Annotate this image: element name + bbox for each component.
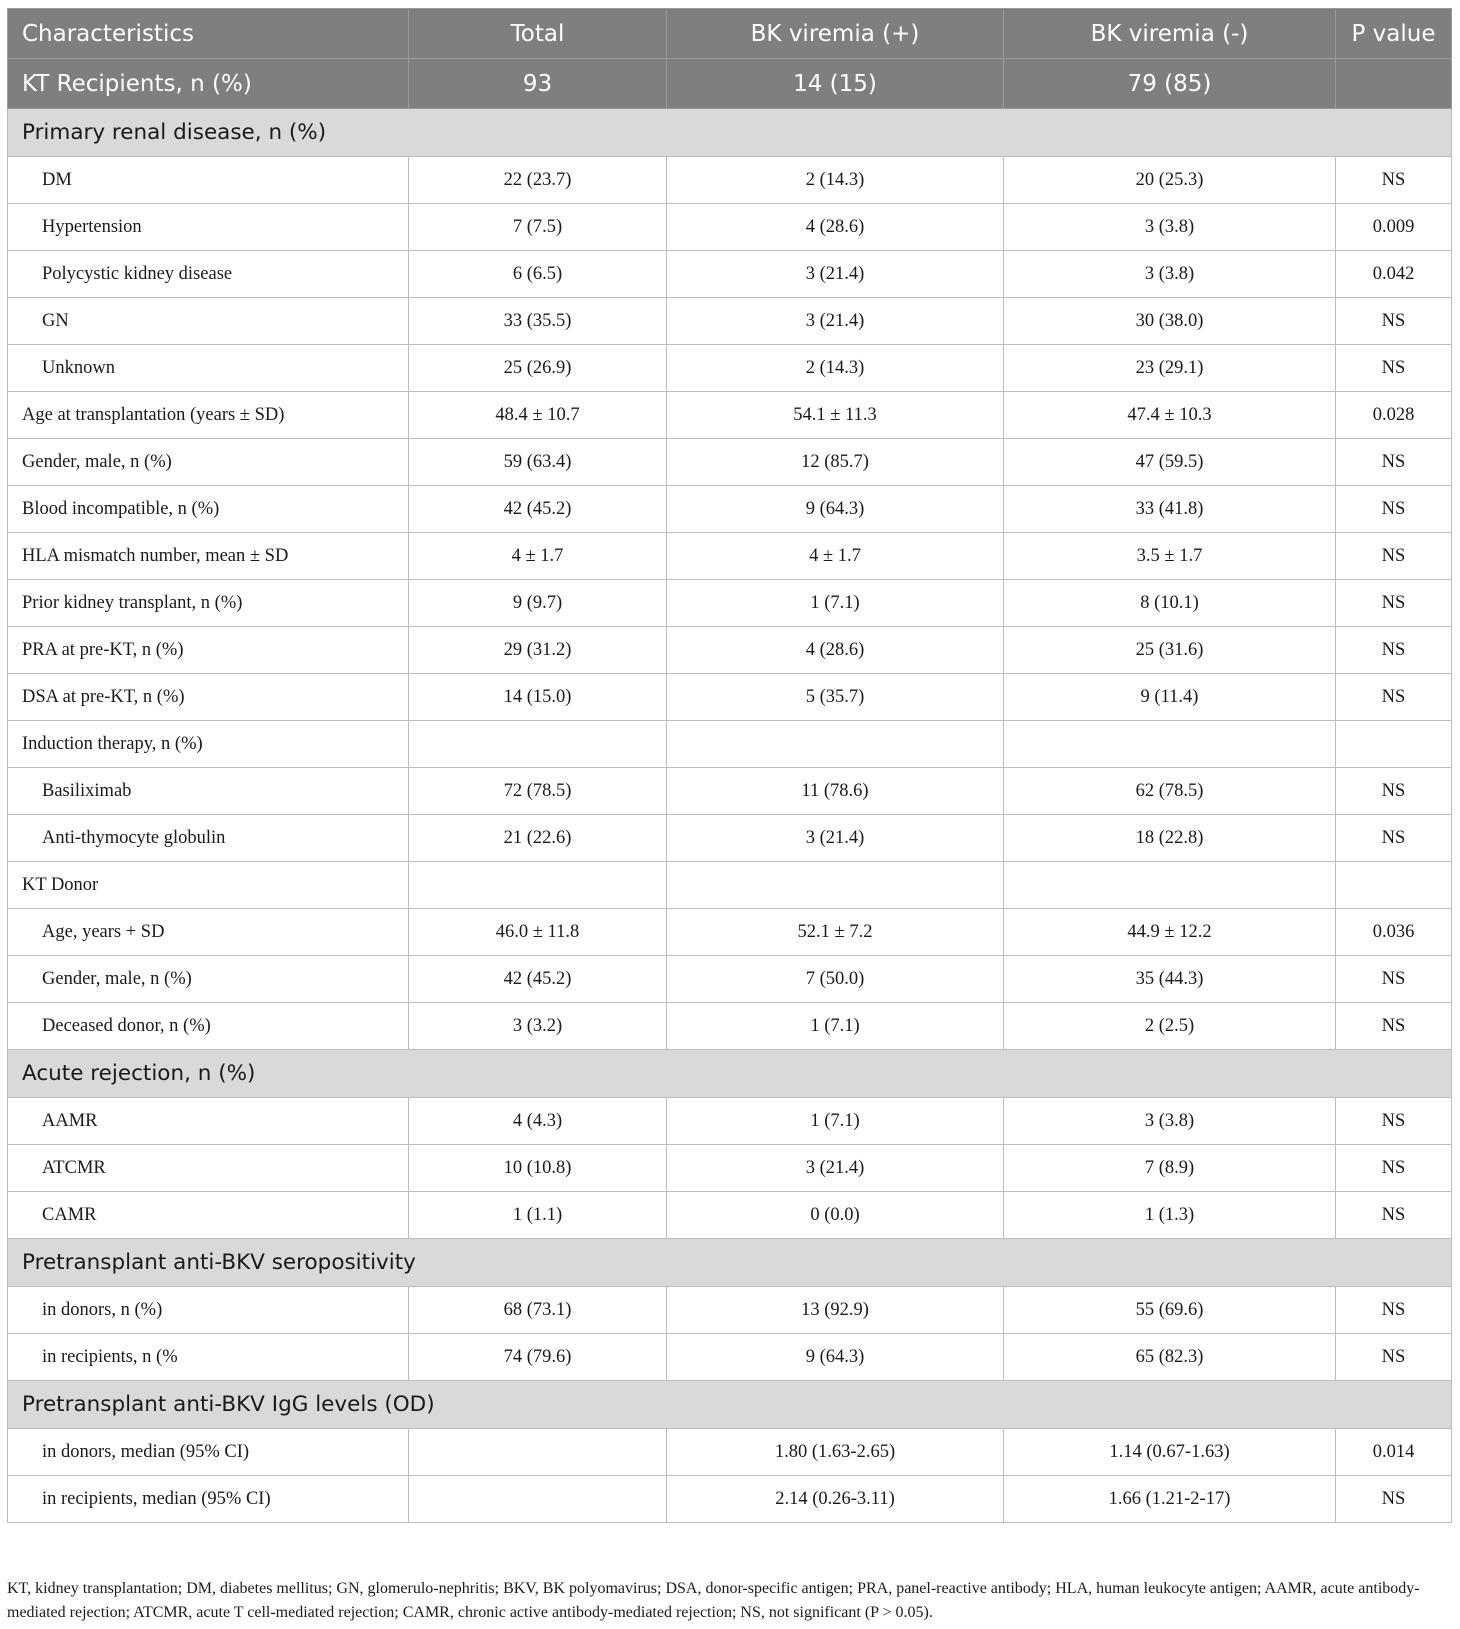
cell-p-value: NS: [1336, 1476, 1452, 1523]
table-container: [7, 8, 1451, 1523]
cell-bk-negative: 9 (11.4): [1004, 674, 1336, 721]
recipients-p-value: [1336, 59, 1452, 109]
cell-total: 14 (15.0): [409, 674, 667, 721]
cell-p-value: NS: [1336, 1098, 1452, 1145]
cell-bk-negative: 3.5 ± 1.7: [1004, 533, 1336, 580]
cell-bk-positive: [667, 721, 1004, 768]
row-label: DM: [8, 157, 409, 204]
cell-bk-negative: [1004, 862, 1336, 909]
row-label: Gender, male, n (%): [8, 956, 409, 1003]
table-row: [8, 1003, 1452, 1050]
cell-bk-positive: 13 (92.9): [667, 1287, 1004, 1334]
cell-bk-positive: 2 (14.3): [667, 345, 1004, 392]
table-header: [8, 9, 1452, 109]
cell-total: 4 ± 1.7: [409, 533, 667, 580]
table-row: [8, 345, 1452, 392]
recipients-bk-positive: 14 (15): [667, 59, 1004, 109]
section-heading: Pretransplant anti-BKV seropositivity: [8, 1239, 1452, 1287]
row-label: GN: [8, 298, 409, 345]
cell-total: 7 (7.5): [409, 204, 667, 251]
row-label: Hypertension: [8, 204, 409, 251]
cell-total: 3 (3.2): [409, 1003, 667, 1050]
header-row: [8, 9, 1452, 59]
cell-bk-positive: 4 ± 1.7: [667, 533, 1004, 580]
cell-p-value: NS: [1336, 1192, 1452, 1239]
recipients-bk-negative: 79 (85): [1004, 59, 1336, 109]
table-row: [8, 1476, 1452, 1523]
cell-p-value: NS: [1336, 439, 1452, 486]
row-label: Prior kidney transplant, n (%): [8, 580, 409, 627]
cell-total: 29 (31.2): [409, 627, 667, 674]
cell-bk-positive: 4 (28.6): [667, 627, 1004, 674]
cell-bk-negative: 47.4 ± 10.3: [1004, 392, 1336, 439]
cell-bk-negative: 23 (29.1): [1004, 345, 1336, 392]
cell-total: 42 (45.2): [409, 956, 667, 1003]
cell-total: 4 (4.3): [409, 1098, 667, 1145]
cell-total: 21 (22.6): [409, 815, 667, 862]
row-label: Age, years + SD: [8, 909, 409, 956]
cell-bk-positive: 4 (28.6): [667, 204, 1004, 251]
cell-bk-positive: 1.80 (1.63-2.65): [667, 1429, 1004, 1476]
table-row: [8, 251, 1452, 298]
cell-total: 59 (63.4): [409, 439, 667, 486]
cell-bk-positive: 54.1 ± 11.3: [667, 392, 1004, 439]
characteristics-table: [7, 8, 1452, 1523]
table-row: [8, 721, 1452, 768]
recipients-total: 93: [409, 59, 667, 109]
header-total: Total: [409, 9, 667, 59]
cell-p-value: NS: [1336, 1334, 1452, 1381]
cell-bk-negative: 1 (1.3): [1004, 1192, 1336, 1239]
cell-total: 42 (45.2): [409, 486, 667, 533]
cell-bk-negative: 1.14 (0.67-1.63): [1004, 1429, 1336, 1476]
cell-bk-positive: 3 (21.4): [667, 298, 1004, 345]
row-label: HLA mismatch number, mean ± SD: [8, 533, 409, 580]
cell-bk-negative: 3 (3.8): [1004, 204, 1336, 251]
section-heading: Pretransplant anti-BKV IgG levels (OD): [8, 1381, 1452, 1429]
cell-total: 10 (10.8): [409, 1145, 667, 1192]
cell-bk-negative: 2 (2.5): [1004, 1003, 1336, 1050]
cell-bk-negative: 33 (41.8): [1004, 486, 1336, 533]
cell-bk-positive: 9 (64.3): [667, 486, 1004, 533]
table-row: [8, 1334, 1452, 1381]
cell-bk-negative: 55 (69.6): [1004, 1287, 1336, 1334]
row-label: KT Donor: [8, 862, 409, 909]
row-label: Age at transplantation (years ± SD): [8, 392, 409, 439]
recipients-row: [8, 59, 1452, 109]
cell-p-value: NS: [1336, 815, 1452, 862]
cell-bk-positive: [667, 862, 1004, 909]
cell-bk-negative: 65 (82.3): [1004, 1334, 1336, 1381]
cell-p-value: NS: [1336, 674, 1452, 721]
row-label: AAMR: [8, 1098, 409, 1145]
table-row: [8, 815, 1452, 862]
cell-bk-negative: 62 (78.5): [1004, 768, 1336, 815]
cell-p-value: NS: [1336, 157, 1452, 204]
cell-bk-negative: 1.66 (1.21-2-17): [1004, 1476, 1336, 1523]
cell-p-value: NS: [1336, 345, 1452, 392]
row-label: Unknown: [8, 345, 409, 392]
table-row: [8, 298, 1452, 345]
cell-bk-positive: 1 (7.1): [667, 1003, 1004, 1050]
cell-p-value: NS: [1336, 768, 1452, 815]
cell-total: 33 (35.5): [409, 298, 667, 345]
section-row: [8, 109, 1452, 157]
row-label: Deceased donor, n (%): [8, 1003, 409, 1050]
cell-total: [409, 1476, 667, 1523]
section-row: [8, 1381, 1452, 1429]
row-label: Basiliximab: [8, 768, 409, 815]
cell-p-value: 0.014: [1336, 1429, 1452, 1476]
table-row: [8, 909, 1452, 956]
cell-bk-positive: 5 (35.7): [667, 674, 1004, 721]
row-label: in donors, median (95% CI): [8, 1429, 409, 1476]
row-label: in donors, n (%): [8, 1287, 409, 1334]
cell-bk-negative: 20 (25.3): [1004, 157, 1336, 204]
cell-bk-positive: 7 (50.0): [667, 956, 1004, 1003]
table-row: [8, 1145, 1452, 1192]
table-row: [8, 533, 1452, 580]
row-label: Blood incompatible, n (%): [8, 486, 409, 533]
cell-bk-negative: 7 (8.9): [1004, 1145, 1336, 1192]
section-row: [8, 1239, 1452, 1287]
cell-bk-negative: 30 (38.0): [1004, 298, 1336, 345]
cell-total: [409, 721, 667, 768]
table-row: [8, 1192, 1452, 1239]
cell-total: 22 (23.7): [409, 157, 667, 204]
cell-bk-positive: 52.1 ± 7.2: [667, 909, 1004, 956]
cell-bk-negative: 18 (22.8): [1004, 815, 1336, 862]
cell-total: 48.4 ± 10.7: [409, 392, 667, 439]
cell-bk-positive: 2 (14.3): [667, 157, 1004, 204]
row-label: Anti-thymocyte globulin: [8, 815, 409, 862]
table-row: [8, 1287, 1452, 1334]
cell-bk-positive: 3 (21.4): [667, 1145, 1004, 1192]
section-heading: Acute rejection, n (%): [8, 1050, 1452, 1098]
table-row: [8, 580, 1452, 627]
cell-bk-positive: 0 (0.0): [667, 1192, 1004, 1239]
cell-bk-negative: 3 (3.8): [1004, 251, 1336, 298]
cell-p-value: 0.009: [1336, 204, 1452, 251]
header-bk-viremia-negative: BK viremia (-): [1004, 9, 1336, 59]
table-row: [8, 439, 1452, 486]
cell-total: 72 (78.5): [409, 768, 667, 815]
section-row: [8, 1050, 1452, 1098]
cell-total: 68 (73.1): [409, 1287, 667, 1334]
cell-bk-positive: 9 (64.3): [667, 1334, 1004, 1381]
cell-bk-negative: 25 (31.6): [1004, 627, 1336, 674]
table-row: [8, 768, 1452, 815]
cell-bk-negative: 8 (10.1): [1004, 580, 1336, 627]
cell-bk-positive: 2.14 (0.26-3.11): [667, 1476, 1004, 1523]
cell-bk-negative: 35 (44.3): [1004, 956, 1336, 1003]
cell-p-value: NS: [1336, 1287, 1452, 1334]
cell-total: 6 (6.5): [409, 251, 667, 298]
cell-p-value: [1336, 862, 1452, 909]
table-row: [8, 1098, 1452, 1145]
cell-bk-positive: 1 (7.1): [667, 1098, 1004, 1145]
table-body: [8, 109, 1452, 1523]
table-row: [8, 204, 1452, 251]
cell-p-value: NS: [1336, 956, 1452, 1003]
cell-bk-positive: 3 (21.4): [667, 251, 1004, 298]
cell-p-value: NS: [1336, 1003, 1452, 1050]
cell-p-value: NS: [1336, 1145, 1452, 1192]
cell-total: 46.0 ± 11.8: [409, 909, 667, 956]
cell-p-value: NS: [1336, 627, 1452, 674]
row-label: in recipients, n (%: [8, 1334, 409, 1381]
cell-total: 25 (26.9): [409, 345, 667, 392]
table-row: [8, 674, 1452, 721]
cell-p-value: 0.042: [1336, 251, 1452, 298]
cell-bk-positive: 12 (85.7): [667, 439, 1004, 486]
table-row: [8, 157, 1452, 204]
cell-bk-negative: 47 (59.5): [1004, 439, 1336, 486]
row-label: PRA at pre-KT, n (%): [8, 627, 409, 674]
table-row: [8, 486, 1452, 533]
cell-bk-positive: 3 (21.4): [667, 815, 1004, 862]
table-row: [8, 392, 1452, 439]
cell-bk-negative: [1004, 721, 1336, 768]
cell-total: 9 (9.7): [409, 580, 667, 627]
recipients-label: KT Recipients, n (%): [8, 59, 409, 109]
table-row: [8, 627, 1452, 674]
cell-total: [409, 862, 667, 909]
cell-p-value: 0.036: [1336, 909, 1452, 956]
header-p-value: P value: [1336, 9, 1452, 59]
cell-p-value: [1336, 721, 1452, 768]
header-bk-viremia-positive: BK viremia (+): [667, 9, 1004, 59]
cell-bk-positive: 1 (7.1): [667, 580, 1004, 627]
cell-p-value: NS: [1336, 580, 1452, 627]
row-label: Induction therapy, n (%): [8, 721, 409, 768]
cell-p-value: NS: [1336, 486, 1452, 533]
row-label: CAMR: [8, 1192, 409, 1239]
table-row: [8, 956, 1452, 1003]
table-row: [8, 862, 1452, 909]
cell-bk-negative: 44.9 ± 12.2: [1004, 909, 1336, 956]
cell-total: 1 (1.1): [409, 1192, 667, 1239]
table-footnote: KT, kidney transplantation; DM, diabetes mellitus; GN, glomerulo-nephritis; BKV, BK polyomavirus; DSA, donor-specific antigen; PRA, panel-reactive antibody; HLA, human leukocyte antigen; AAMR, acute antibody-mediated rejection; ATCMR, acute T cell-mediated rejection; CAMR, chronic active antibody-mediated rejection; NS, not significant (P > 0.05).: [7, 1580, 1420, 1621]
cell-total: 74 (79.6): [409, 1334, 667, 1381]
cell-total: [409, 1429, 667, 1476]
cell-p-value: 0.028: [1336, 392, 1452, 439]
row-label: Gender, male, n (%): [8, 439, 409, 486]
cell-p-value: NS: [1336, 298, 1452, 345]
cell-p-value: NS: [1336, 533, 1452, 580]
table-row: [8, 1429, 1452, 1476]
cell-bk-positive: 11 (78.6): [667, 768, 1004, 815]
header-characteristics: Characteristics: [8, 9, 409, 59]
row-label: Polycystic kidney disease: [8, 251, 409, 298]
row-label: ATCMR: [8, 1145, 409, 1192]
cell-bk-negative: 3 (3.8): [1004, 1098, 1336, 1145]
section-heading: Primary renal disease, n (%): [8, 109, 1452, 157]
row-label: in recipients, median (95% CI): [8, 1476, 409, 1523]
row-label: DSA at pre-KT, n (%): [8, 674, 409, 721]
